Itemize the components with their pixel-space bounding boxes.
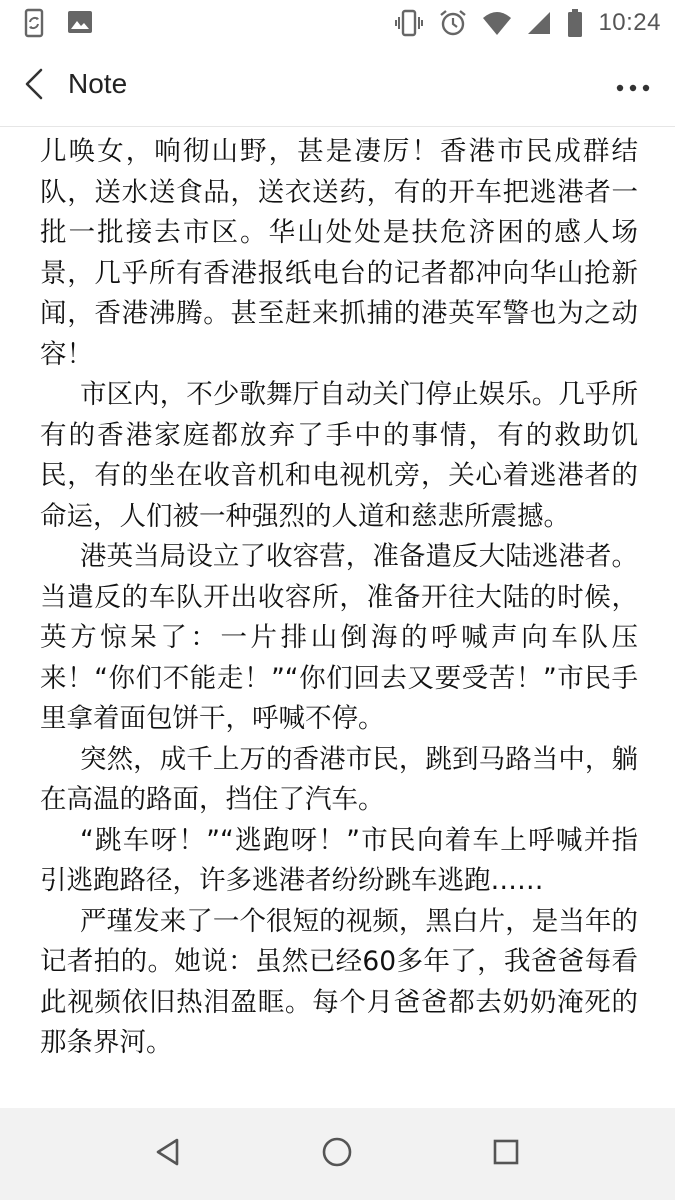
battery-icon xyxy=(566,8,584,38)
note-paragraph: 市区内，不少歌舞厅自动关门停止娱乐。几乎所有的香港家庭都放弃了手中的事情，有的救助饥民，有的坐在收音机和电视机旁，关心着逃港者的命运，人们被一种强烈的人道和慈悲所震撼。 xyxy=(40,379,638,532)
system-nav-bar xyxy=(0,1108,675,1200)
note-paragraph: “跳车呀！”“逃跑呀！”市民向着车上呼喊并指引逃跑路径，许多逃港者纷纷跳车逃跑…… xyxy=(40,824,638,896)
note-paragraph: 港英当局设立了收容营，准备遣反大陆逃港者。当遣反的车队开出收容所，准备开往大陆的时候，英方惊呆了：一片排山倒海的呼喊声向车队压来！“你们不能走！”“你们回去又要受苦！”市民手里拿着面包饼干，呼喊不停。 xyxy=(40,541,638,734)
page-title: Note xyxy=(68,68,128,99)
nav-recents-icon xyxy=(492,1138,520,1170)
image-icon xyxy=(66,8,94,38)
wifi-icon xyxy=(482,10,512,36)
signal-icon xyxy=(526,10,552,36)
nav-home-button[interactable] xyxy=(317,1134,357,1174)
status-time: 10:24 xyxy=(598,9,661,36)
status-bar xyxy=(0,0,675,46)
nav-home-icon xyxy=(321,1136,353,1172)
nav-back-icon xyxy=(153,1136,183,1172)
vibrate-icon xyxy=(394,9,424,37)
back-button[interactable] xyxy=(14,66,54,106)
note-paragraph: 严瑾发来了一个很短的视频，黑白片，是当年的记者拍的。她说：虽然已经60多年了，我爸爸每看此视频依旧热泪盈眶。每个月爸爸都去奶奶淹死的那条界河。 xyxy=(40,905,638,1058)
chevron-left-icon xyxy=(23,67,45,105)
note-content[interactable] xyxy=(40,132,638,1107)
nav-recents-button[interactable] xyxy=(486,1134,526,1174)
note-paragraph: 突然，成千上万的香港市民，跳到马路当中，躺在高温的路面，挡住了汽车。 xyxy=(40,743,638,815)
nav-back-button[interactable] xyxy=(148,1134,188,1174)
note-paragraph: 儿唤女，响彻山野，甚是凄厉！香港市民成群结队，送水送食品，送衣送药，有的开车把逃港者一批一批接去市区。华山处处是扶危济困的感人场景，几乎所有香港报纸电台的记者都冲向华山抢新闻，香港沸腾。甚至赶来抓捕的港英军警也为之动容！ xyxy=(40,136,638,370)
app-bar xyxy=(0,46,675,127)
phone-sync-icon xyxy=(22,8,48,38)
alarm-icon xyxy=(438,8,468,38)
more-horizontal-icon xyxy=(616,77,650,96)
more-options-button[interactable] xyxy=(613,68,653,104)
